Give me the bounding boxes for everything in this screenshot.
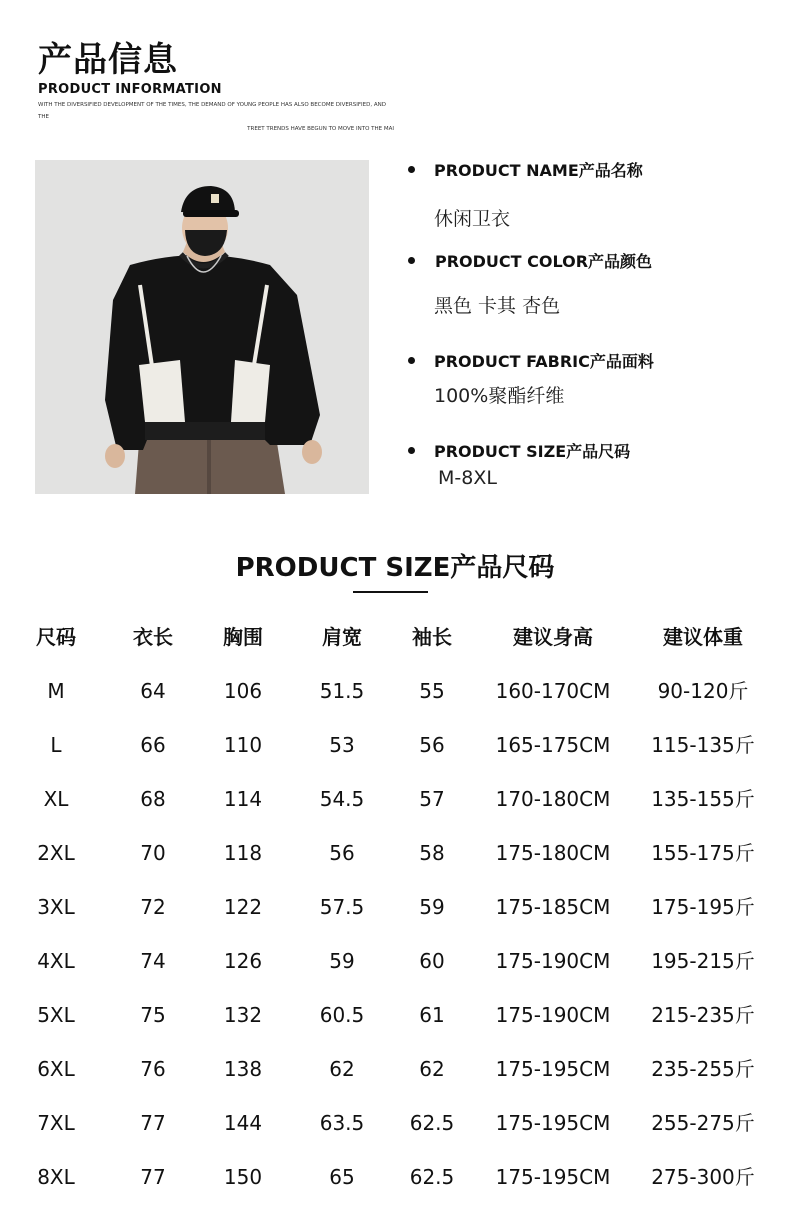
- table-cell: 175-190CM: [495, 1003, 611, 1027]
- table-cell: 138: [223, 1057, 263, 1081]
- color-label: PRODUCT COLOR产品颜色: [435, 252, 653, 271]
- table-cell: 150: [223, 1165, 263, 1189]
- table-cell: 175-195CM: [495, 1165, 611, 1189]
- table-row: [0, 884, 790, 938]
- table-cell: 4XL: [37, 949, 75, 973]
- table-cell: 2XL: [37, 841, 75, 865]
- table-row: [0, 938, 790, 992]
- title-underline: [353, 591, 428, 593]
- table-cell: 64: [140, 679, 166, 703]
- header-cell-length: 衣长: [133, 625, 173, 649]
- table-cell: 57: [419, 787, 445, 811]
- table-cell: 75: [140, 1003, 166, 1027]
- table-cell: 175-185CM: [495, 895, 611, 919]
- table-row: [0, 1100, 790, 1154]
- table-cell: 160-170CM: [495, 679, 611, 703]
- bullet-dot-icon: [408, 357, 415, 364]
- table-row: [0, 722, 790, 776]
- table-cell: 195-215斤: [651, 949, 755, 973]
- table-cell: 118: [223, 841, 263, 865]
- size-chart-title: PRODUCT SIZE产品尺码: [235, 553, 555, 583]
- table-cell: 106: [223, 679, 263, 703]
- table-cell: 122: [223, 895, 263, 919]
- table-cell: 110: [223, 733, 263, 757]
- table-cell: 66: [140, 733, 166, 757]
- table-cell: 70: [140, 841, 166, 865]
- table-cell: 68: [140, 787, 166, 811]
- table-cell: 175-195CM: [495, 1111, 611, 1135]
- table-cell: 57.5: [319, 895, 365, 919]
- table-cell: 58: [419, 841, 445, 865]
- header: [38, 40, 222, 97]
- table-cell: XL: [43, 787, 69, 811]
- table-cell: 8XL: [37, 1165, 75, 1189]
- table-row: [0, 776, 790, 830]
- table-cell: 115-135斤: [651, 733, 755, 757]
- table-cell: 175-195斤: [651, 895, 755, 919]
- table-cell: 74: [140, 949, 166, 973]
- table-row: [0, 668, 790, 722]
- size-label: PRODUCT SIZE产品尺码: [434, 442, 631, 461]
- table-cell: 90-120斤: [657, 679, 749, 703]
- table-cell: 62: [329, 1057, 355, 1081]
- table-cell: 61: [419, 1003, 445, 1027]
- table-cell: 55: [419, 679, 445, 703]
- name-value: 休闲卫衣: [434, 208, 511, 230]
- table-cell: 132: [223, 1003, 263, 1027]
- page-subtitle: PRODUCT INFORMATION: [38, 82, 222, 97]
- table-cell: 275-300斤: [651, 1165, 755, 1189]
- table-cell: 170-180CM: [495, 787, 611, 811]
- table-cell: 77: [140, 1111, 166, 1135]
- table-cell: 59: [329, 949, 355, 973]
- table-cell: 62: [419, 1057, 445, 1081]
- table-cell: 175-180CM: [495, 841, 611, 865]
- table-row: [0, 992, 790, 1046]
- table-cell: 56: [419, 733, 445, 757]
- table-header-row: [0, 614, 790, 668]
- tagline: [38, 99, 398, 135]
- name-label: PRODUCT NAME产品名称: [434, 161, 643, 180]
- table-cell: 135-155斤: [651, 787, 755, 811]
- table-cell: 54.5: [319, 787, 365, 811]
- page-title: 产品信息: [38, 40, 178, 80]
- table-cell: 76: [140, 1057, 166, 1081]
- bullet-dot-icon: [408, 257, 415, 264]
- table-cell: 56: [329, 841, 355, 865]
- table-cell: 144: [223, 1111, 263, 1135]
- table-cell: 6XL: [37, 1057, 75, 1081]
- size-value: M-8XL: [438, 467, 497, 489]
- header-cell-size: 尺码: [36, 625, 76, 649]
- color-value: 黑色 卡其 杏色: [434, 295, 561, 317]
- table-cell: 60.5: [319, 1003, 365, 1027]
- header-cell-sleeve: 袖长: [412, 625, 452, 649]
- table-cell: M: [47, 679, 65, 703]
- bullet-dot-icon: [408, 166, 415, 173]
- table-cell: 175-190CM: [495, 949, 611, 973]
- size-table: [0, 614, 790, 1208]
- bullet-dot-icon: [408, 447, 415, 454]
- table-cell: 60: [419, 949, 445, 973]
- fabric-label: PRODUCT FABRIC产品面料: [434, 352, 654, 371]
- table-cell: 114: [223, 787, 263, 811]
- table-cell: 53: [329, 733, 355, 757]
- table-cell: 155-175斤: [651, 841, 755, 865]
- table-cell: 59: [419, 895, 445, 919]
- table-cell: 7XL: [37, 1111, 75, 1135]
- table-cell: 126: [223, 949, 263, 973]
- model-illustration: [35, 160, 369, 494]
- table-cell: 51.5: [319, 679, 365, 703]
- header-cell-shoulder: 肩宽: [322, 625, 362, 649]
- table-cell: 72: [140, 895, 166, 919]
- header-cell-weight: 建议体重: [663, 625, 743, 649]
- table-row: [0, 1046, 790, 1100]
- table-cell: 3XL: [37, 895, 75, 919]
- header-cell-chest: 胸围: [223, 625, 263, 649]
- tagline-line-1: WITH THE DIVERSIFIED DEVELOPMENT OF THE TIMES, THE DEMAND OF YOUNG PEOPLE HAS ALSO BECOME DIVERSIFIED, AND THE: [38, 102, 386, 120]
- table-cell: 65: [329, 1165, 355, 1189]
- table-cell: 235-255斤: [651, 1057, 755, 1081]
- tagline-line-2: TREET TRENDS HAVE BEGUN TO MOVE INTO THE MAI: [247, 126, 394, 132]
- table-row: [0, 1154, 790, 1208]
- product-photo: [35, 160, 369, 494]
- table-cell: 5XL: [37, 1003, 75, 1027]
- header-cell-height: 建议身高: [513, 625, 593, 649]
- table-cell: 77: [140, 1165, 166, 1189]
- table-cell: 215-235斤: [651, 1003, 755, 1027]
- table-cell: L: [50, 733, 62, 757]
- table-cell: 255-275斤: [651, 1111, 755, 1135]
- table-row: [0, 830, 790, 884]
- table-cell: 175-195CM: [495, 1057, 611, 1081]
- fabric-value: 100%聚酯纤维: [434, 385, 565, 407]
- table-cell: 62.5: [409, 1111, 455, 1135]
- table-cell: 63.5: [319, 1111, 365, 1135]
- table-cell: 62.5: [409, 1165, 455, 1189]
- table-cell: 165-175CM: [495, 733, 611, 757]
